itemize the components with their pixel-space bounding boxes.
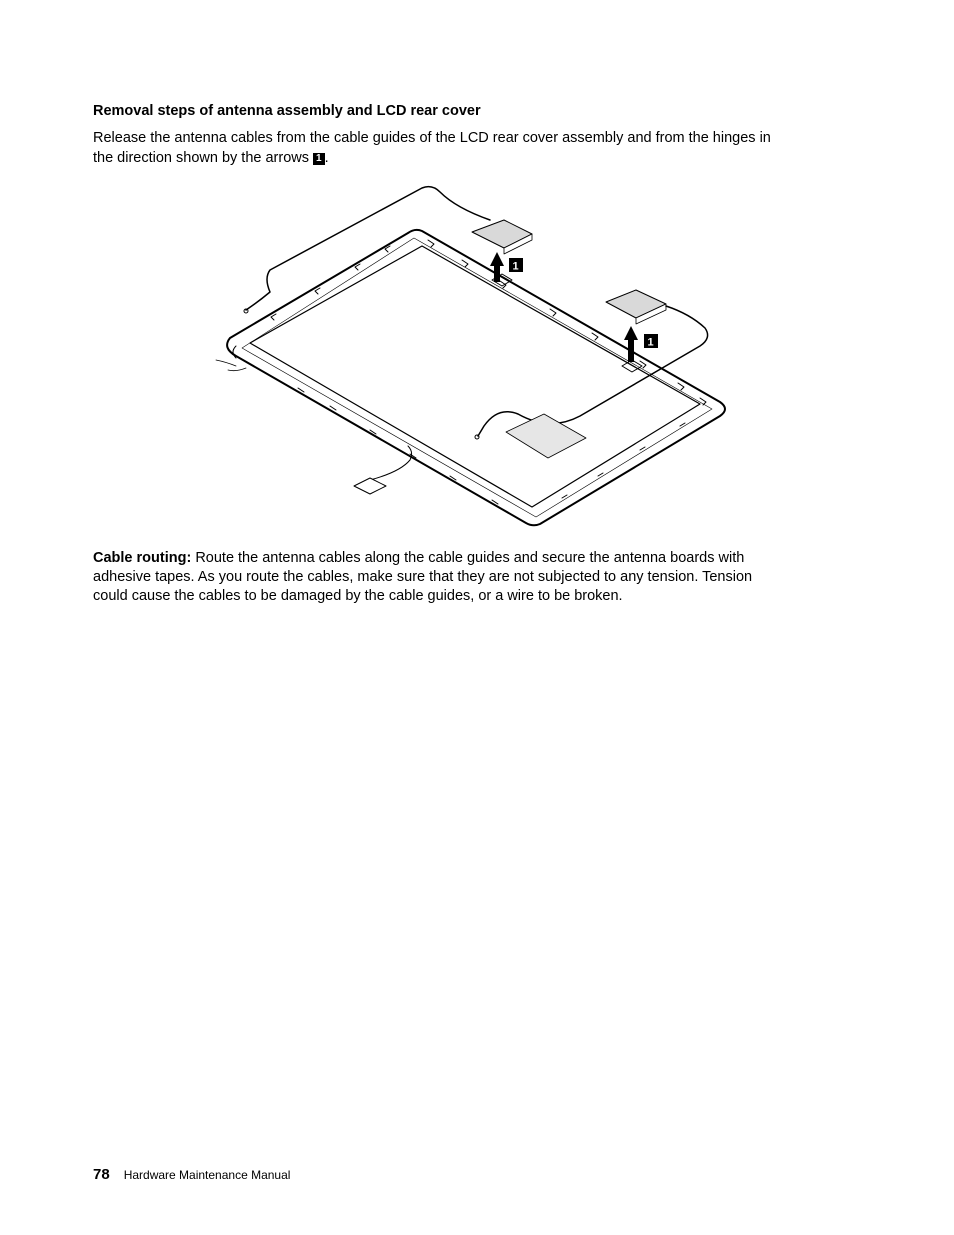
cable-routing-paragraph (93, 549, 853, 606)
callout-text-b: 1 (647, 336, 654, 349)
callout-marker-b (644, 334, 658, 349)
callout-marker-a (509, 258, 523, 273)
cable-routing-line-3: could cause the cables to be damaged by the cable guides, or a wire to be broken. (93, 588, 623, 604)
intro-line-2 (93, 149, 853, 169)
page-footer (93, 1166, 290, 1183)
arrow-up-2 (624, 326, 638, 362)
lower-connector (354, 478, 386, 494)
section-heading: Removal steps of antenna assembly and LCD rear cover (93, 103, 481, 119)
cable-routing-line-1-text: Route the antenna cables along the cable guides and secure the antenna boards with (195, 550, 745, 566)
cable-routing-line-1 (93, 549, 853, 568)
cable-routing-label: Cable routing: (93, 550, 192, 566)
manual-title: Hardware Maintenance Manual (123, 1168, 291, 1182)
intro-line-1: Release the antenna cables from the cable guides of the LCD rear cover assembly and from the hinges in (93, 130, 771, 146)
cable-routing-line-2: adhesive tapes. As you route the cables, make sure that they are not subjected to any tension. Tension (93, 569, 753, 585)
intro-line-2-text: the direction shown by the arrows (93, 149, 309, 166)
left-hinge (216, 360, 236, 366)
page-number: 78 (93, 1166, 110, 1183)
intro-paragraph (93, 129, 853, 168)
callout-text-a: 1 (512, 260, 519, 273)
lower-cable (370, 446, 412, 480)
intro-line-2-end: . (324, 149, 329, 166)
label-pad (506, 414, 586, 458)
step-callout-badge: 1 (313, 153, 325, 165)
antenna-assembly-illustration (200, 180, 740, 530)
rear-cover-outer-frame (227, 230, 725, 525)
lcd-rear-cover-drawing (200, 180, 740, 530)
antenna-cable-right (478, 306, 708, 436)
